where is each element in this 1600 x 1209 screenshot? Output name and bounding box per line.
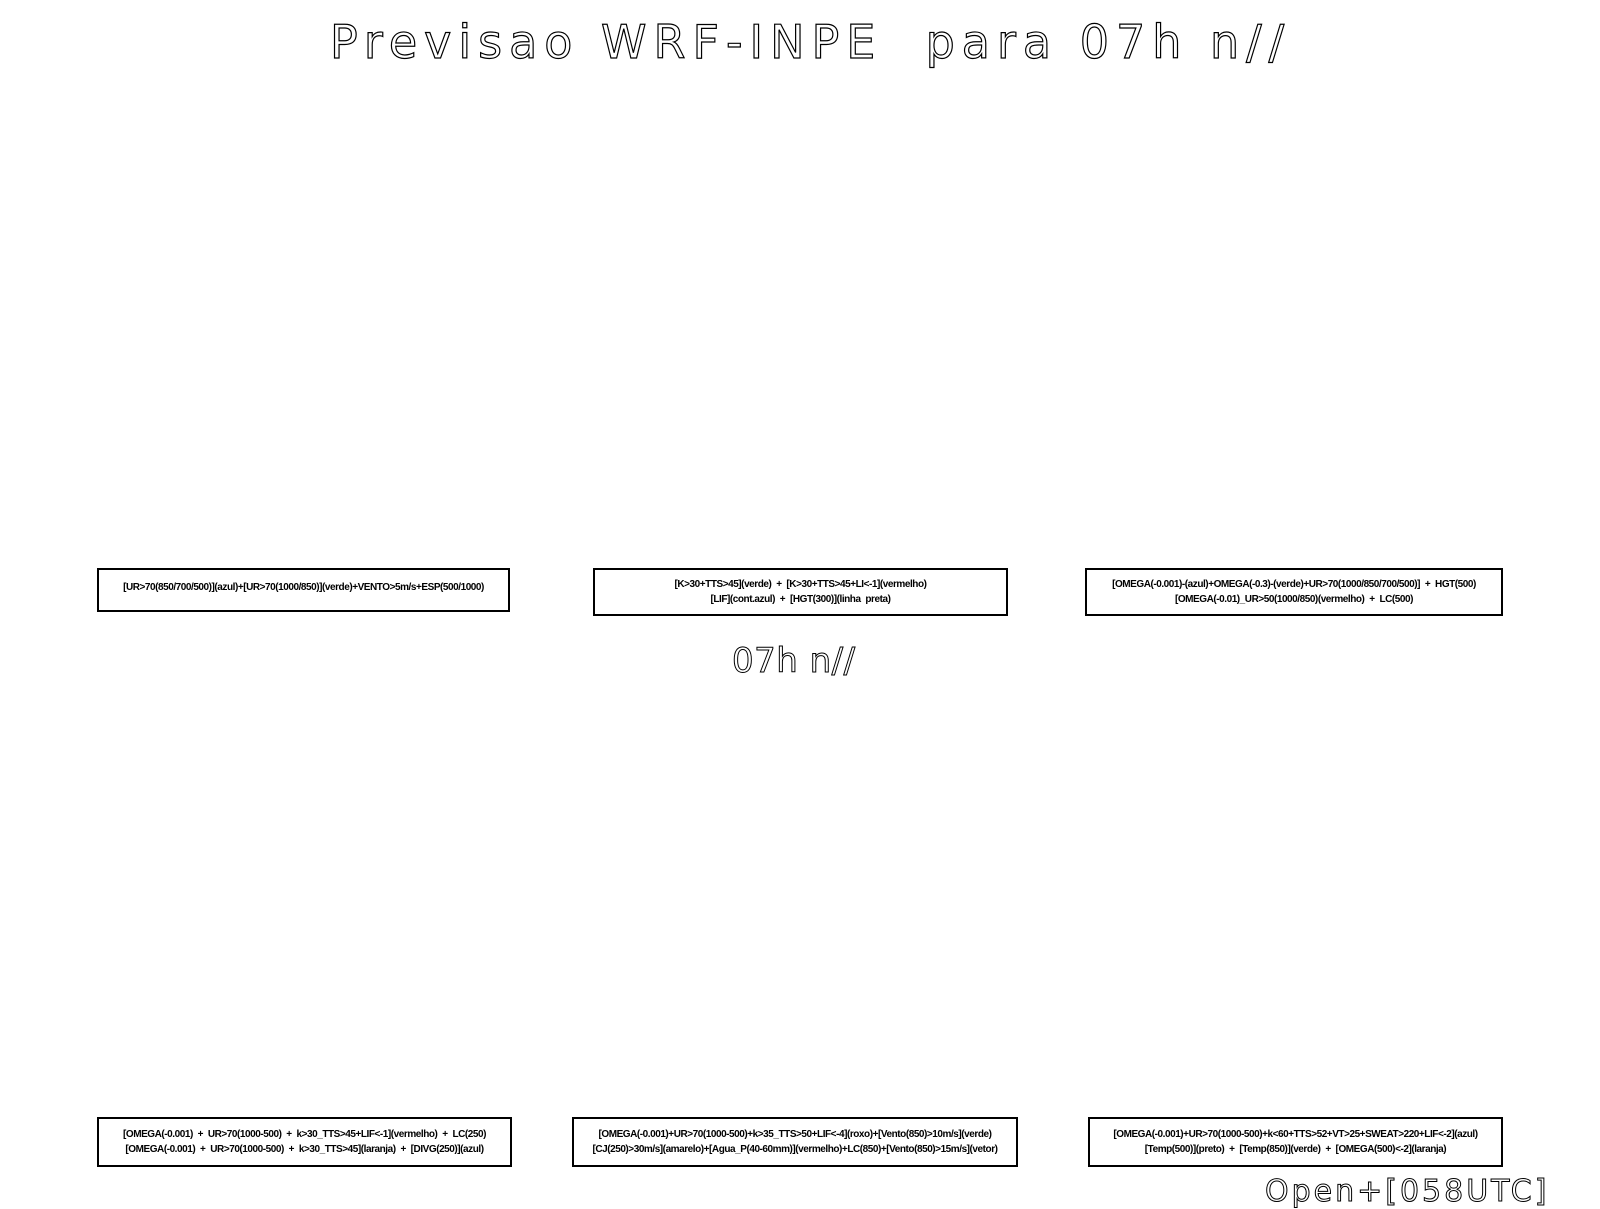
panel-legend-line: [OMEGA(-0.001)+UR>70(1000-500)+k<60+TTS>52+VT>25+SWEAT>220+LIF<-2](azul) <box>1113 1129 1478 1140</box>
product-panel-omega-sweat-temp[interactable] <box>1088 1117 1503 1167</box>
section-label: 07h n// <box>732 641 856 681</box>
product-panel-k-tts-lif-hgt[interactable] <box>593 568 1008 616</box>
panel-legend-line: [LIF](cont.azul) + [HGT(300)](linha preta) <box>710 594 891 605</box>
panel-legend-line: [OMEGA(-0.001) + UR>70(1000-500) + k>30_TTS>45](laranja) + [DIVG(250)](azul) <box>125 1144 484 1155</box>
product-panel-omega-ur-k-lc-divg[interactable] <box>97 1117 512 1167</box>
panel-legend-line: [UR>70(850/700/500)](azul)+[UR>70(1000/850)](verde)+VENTO>5m/s+ESP(500/1000) <box>123 582 484 593</box>
footer-note: Open+[058UTC] <box>1265 1174 1550 1209</box>
product-panel-ur-vento-esp[interactable] <box>97 568 510 612</box>
panel-legend-line: [OMEGA(-0.001)+UR>70(1000-500)+k>35_TTS>50+LIF<-4](roxo)+[Vento(850)>10m/s](verde) <box>598 1129 992 1140</box>
panel-legend-line: [OMEGA(-0.001)-(azul)+OMEGA(-0.3)-(verde)+UR>70(1000/850/700/500)] + HGT(500) <box>1112 579 1476 590</box>
panel-legend-line: [OMEGA(-0.001) + UR>70(1000-500) + k>30_TTS>45+LIF<-1](vermelho) + LC(250) <box>123 1129 486 1140</box>
page-title: Previsao WRF-INPE para 07h n// <box>330 15 1292 69</box>
panel-legend-line: [K>30+TTS>45](verde) + [K>30+TTS>45+LI<-1](vermelho) <box>674 579 927 590</box>
panel-legend-line: [Temp(500)](preto) + [Temp(850)](verde) + [OMEGA(500)<-2](laranja) <box>1144 1144 1447 1155</box>
product-panel-omega-ur-hgt[interactable] <box>1085 568 1503 616</box>
product-panel-omega-vento-cj-aguap[interactable] <box>572 1117 1018 1167</box>
panel-legend-line: [CJ(250)>30m/s](amarelo)+[Agua_P(40-60mm)](vermelho)+LC(850)+[Vento(850)>15m/s](vetor) <box>592 1144 998 1155</box>
panel-legend-line: [OMEGA(-0.01)_UR>50(1000/850)(vermelho) + LC(500) <box>1174 594 1414 605</box>
